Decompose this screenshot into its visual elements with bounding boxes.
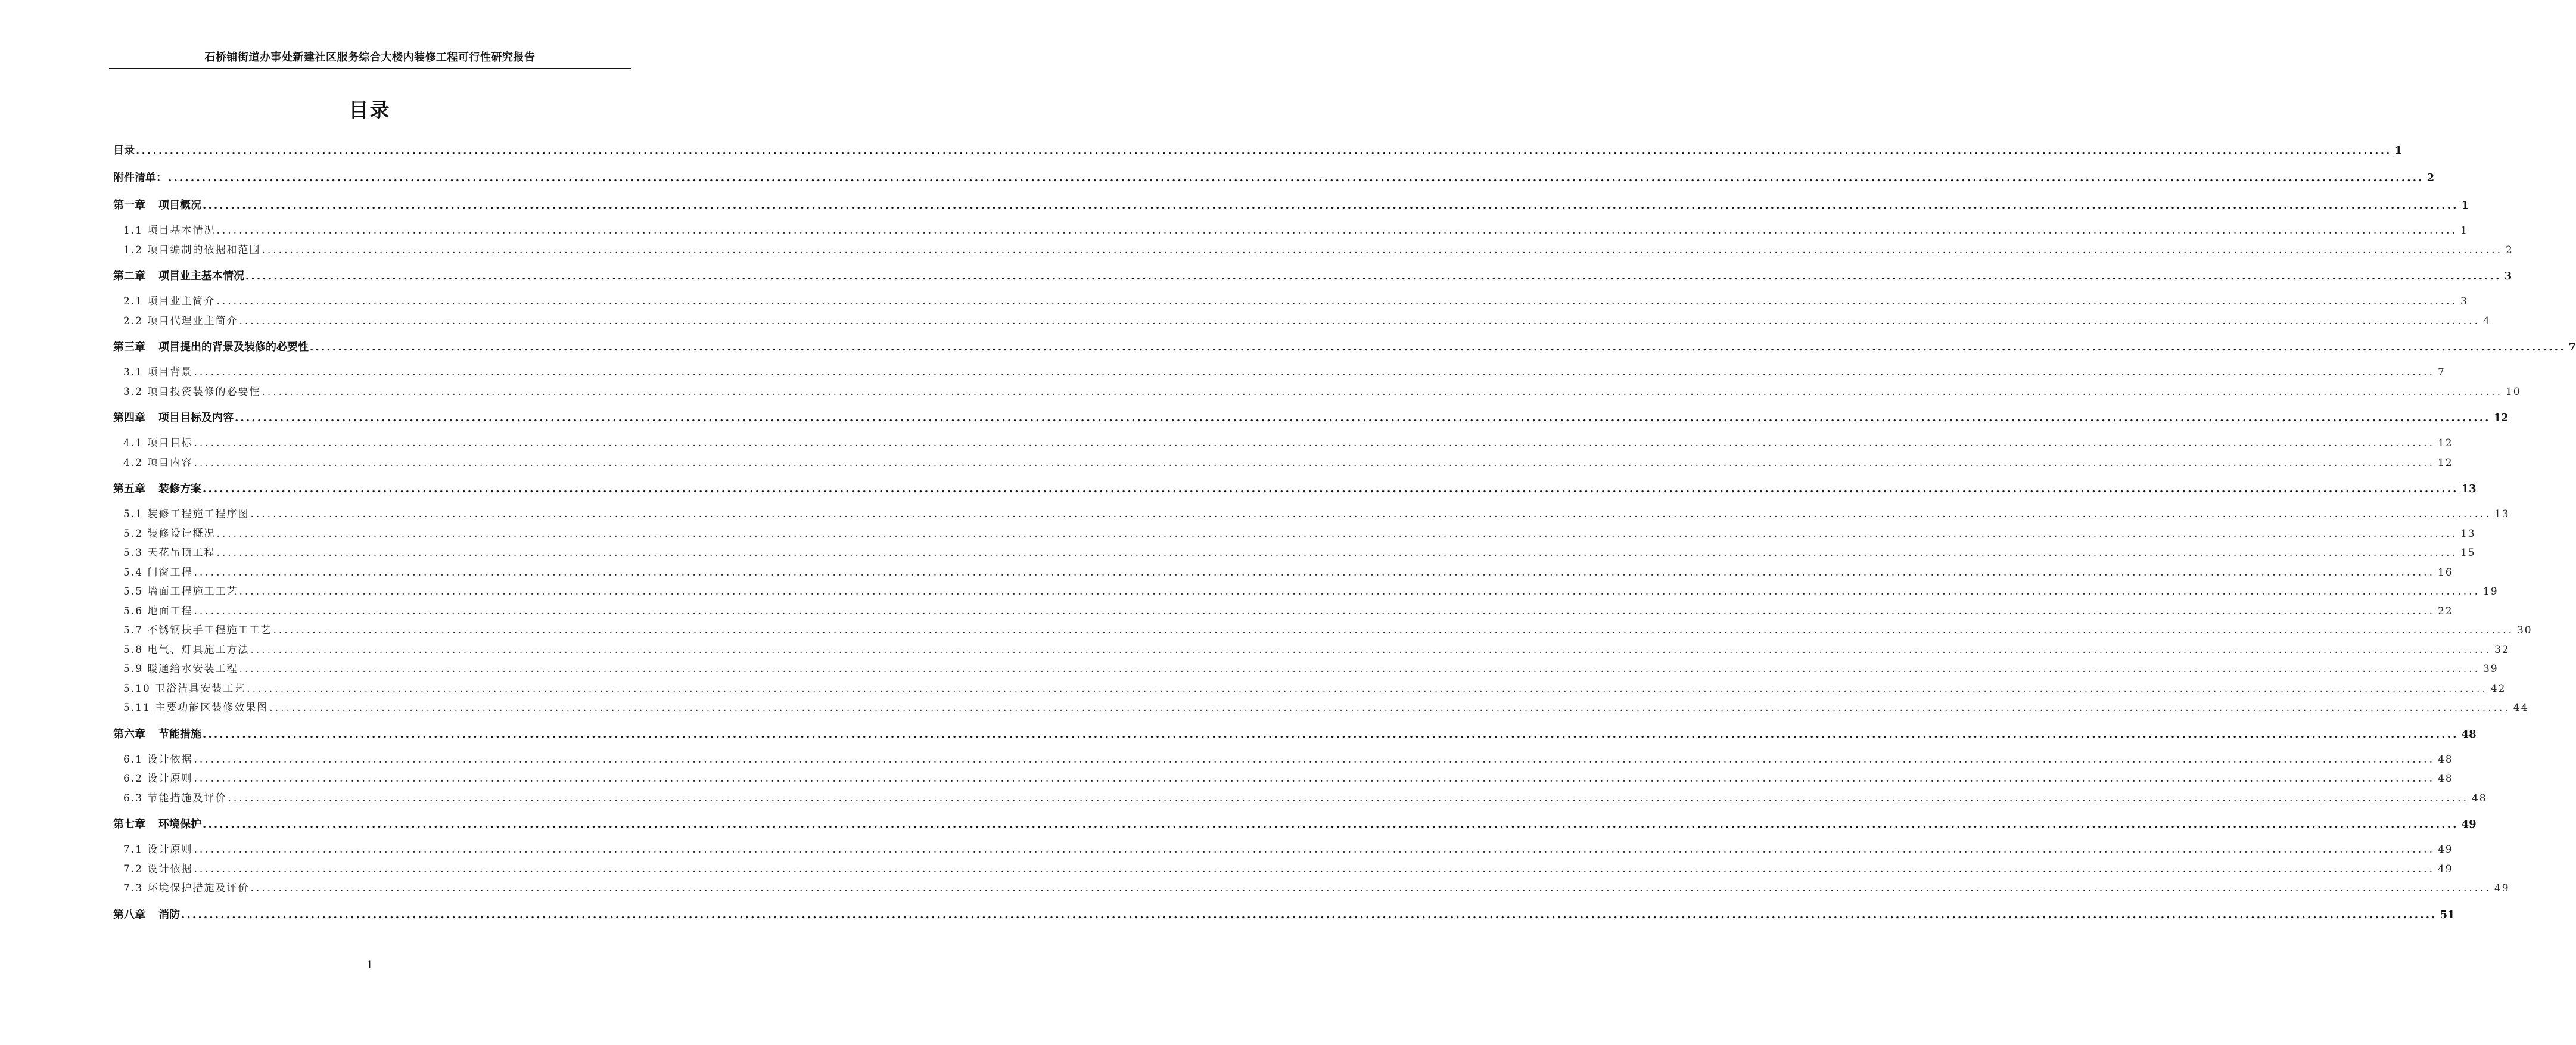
toc-page-number: 42 <box>2490 682 2506 695</box>
toc-entry-label: 7.3 环境保护措施及评价 <box>123 882 250 894</box>
dot-leader: ................................................................................................................................................................................................................................................................................................................................................................................................................ <box>203 818 2459 831</box>
toc-section-entry[interactable] <box>113 505 2510 524</box>
page-title: 目录 <box>349 98 391 122</box>
dot-leader: ................................................................................................................................................................................................................................................................................................................................................................................................................ <box>262 385 2503 398</box>
dot-leader: ................................................................................................................................................................................................................................................................................................................................................................................................................ <box>262 244 2503 256</box>
toc-section-entry[interactable] <box>113 382 2521 402</box>
toc-chapter-number: 第八章 <box>113 908 145 921</box>
toc-chapter-title: 项目业主基本情况 <box>158 270 244 282</box>
toc-page-number: 49 <box>2494 882 2510 894</box>
toc-entry-label: 7.2 设计依据 <box>123 863 193 875</box>
toc-entry-label <box>113 192 201 219</box>
toc-page-number: 1 <box>2461 199 2469 212</box>
toc-section-entry[interactable] <box>113 750 2453 770</box>
toc-section-entry[interactable] <box>113 879 2510 898</box>
dot-leader: ................................................................................................................................................................................................................................................................................................................................................................................................................ <box>250 643 2491 656</box>
dot-leader: ................................................................................................................................................................................................................................................................................................................................................................................................................ <box>269 702 2510 714</box>
toc-entry-label: 5.9 暖通给水安装工程 <box>123 663 238 675</box>
toc-chapter-number: 第七章 <box>113 818 145 831</box>
toc-entry-label: 目录 <box>113 144 135 157</box>
toc-section-entry[interactable] <box>113 453 2453 473</box>
toc-section-entry[interactable] <box>113 840 2453 860</box>
dot-leader: ................................................................................................................................................................................................................................................................................................................................................................................................................ <box>250 882 2491 894</box>
toc-page-number: 49 <box>2437 863 2453 875</box>
toc-page-number: 12 <box>2493 412 2509 424</box>
dot-leader: ................................................................................................................................................................................................................................................................................................................................................................................................................ <box>194 753 2435 766</box>
dot-leader: ................................................................................................................................................................................................................................................................................................................................................................................................................ <box>168 172 2424 184</box>
toc-entry-label: 3.2 项目投资装修的必要性 <box>123 385 261 398</box>
toc-entry-label: 6.2 设计原则 <box>123 773 193 785</box>
toc-section-entry[interactable] <box>113 679 2506 699</box>
toc-page-number: 3 <box>2460 296 2468 307</box>
dot-leader: ................................................................................................................................................................................................................................................................................................................................................................................................................ <box>245 270 2502 282</box>
toc-page-number: 44 <box>2513 702 2529 714</box>
toc-page-number: 13 <box>2494 508 2510 520</box>
toc-chapter-entry[interactable] <box>113 334 2576 361</box>
dot-leader: ................................................................................................................................................................................................................................................................................................................................................................................................................ <box>310 341 2566 353</box>
dot-leader: ................................................................................................................................................................................................................................................................................................................................................................................................................ <box>216 547 2457 559</box>
toc-page-number: 15 <box>2460 547 2476 559</box>
toc-chapter-title: 节能措施 <box>158 727 201 741</box>
dot-leader: ................................................................................................................................................................................................................................................................................................................................................................................................................ <box>250 508 2491 520</box>
toc-entry-label <box>113 263 244 290</box>
toc-page-number: 13 <box>2460 527 2476 540</box>
dot-leader: ................................................................................................................................................................................................................................................................................................................................................................................................................ <box>235 412 2491 424</box>
dot-leader: ................................................................................................................................................................................................................................................................................................................................................................................................................ <box>194 773 2435 785</box>
toc-page-number: 48 <box>2437 773 2453 785</box>
running-header: 石桥铺街道办事处新建社区服务综合大楼内装修工程可行性研究报告 <box>109 50 631 69</box>
toc-page-number: 3 <box>2504 270 2512 282</box>
toc-entry-label: 6.3 节能措施及评价 <box>123 792 227 804</box>
toc-section-entry[interactable] <box>113 860 2453 879</box>
dot-leader: ................................................................................................................................................................................................................................................................................................................................................................................................................ <box>239 586 2480 598</box>
toc-entry-label: 4.1 项目目标 <box>123 437 193 449</box>
dot-leader: ................................................................................................................................................................................................................................................................................................................................................................................................................ <box>273 624 2514 636</box>
toc-chapter-number: 第四章 <box>113 412 145 424</box>
dot-leader: ................................................................................................................................................................................................................................................................................................................................................................................................................ <box>203 199 2459 212</box>
toc-page-number: 49 <box>2461 818 2477 831</box>
toc-page-number: 10 <box>2505 385 2521 398</box>
toc-section-entry[interactable] <box>113 698 2529 718</box>
dot-leader: ................................................................................................................................................................................................................................................................................................................................................................................................................ <box>194 844 2435 856</box>
toc-page-number: 2 <box>2505 244 2513 256</box>
dot-leader: ................................................................................................................................................................................................................................................................................................................................................................................................................ <box>216 527 2457 540</box>
dot-leader: ................................................................................................................................................................................................................................................................................................................................................................................................................ <box>203 727 2459 741</box>
toc-chapter-entry[interactable] <box>113 192 2469 219</box>
toc-page-number: 51 <box>2440 908 2455 921</box>
dot-leader: ................................................................................................................................................................................................................................................................................................................................................................................................................ <box>216 296 2457 307</box>
toc-page-number: 16 <box>2437 566 2453 579</box>
toc-entry-label <box>113 811 201 838</box>
dot-leader: ................................................................................................................................................................................................................................................................................................................................................................................................................ <box>239 663 2480 675</box>
toc-entry-label: 5.2 装修设计概况 <box>123 527 216 540</box>
toc-page-number: 49 <box>2437 844 2453 856</box>
toc-chapter-entry[interactable] <box>113 137 2403 164</box>
toc-section-entry[interactable] <box>113 221 2468 241</box>
toc-chapter-title: 项目概况 <box>158 199 201 212</box>
toc-page-number: 39 <box>2482 663 2499 675</box>
toc-section-entry[interactable] <box>113 363 2446 382</box>
toc-entry-label <box>113 901 180 929</box>
toc-chapter-entry[interactable] <box>113 475 2477 503</box>
toc-page-number: 13 <box>2461 483 2477 495</box>
toc-page-number: 4 <box>2482 315 2491 327</box>
toc-page-number: 32 <box>2494 643 2510 656</box>
toc-page-number: 7 <box>2568 341 2576 353</box>
toc-page-number: 19 <box>2482 586 2499 598</box>
toc-chapter-title: 环境保护 <box>158 818 201 831</box>
toc-section-entry[interactable] <box>113 292 2468 312</box>
toc-entry-label: 5.1 装修工程施工程序图 <box>123 508 250 520</box>
toc-page-number: 48 <box>2461 727 2477 741</box>
toc-entry-label: 5.6 地面工程 <box>123 605 193 617</box>
toc-page-number: 48 <box>2471 792 2487 804</box>
dot-leader: ................................................................................................................................................................................................................................................................................................................................................................................................................ <box>216 225 2457 237</box>
toc-section-entry[interactable] <box>113 312 2491 331</box>
toc-chapter-number: 第二章 <box>113 270 145 282</box>
toc-entry-label: 5.5 墙面工程施工工艺 <box>123 586 238 598</box>
toc-section-entry[interactable] <box>113 563 2453 583</box>
toc-section-entry[interactable] <box>113 621 2533 640</box>
toc-entry-label <box>113 475 201 503</box>
toc-entry-label: 5.11 主要功能区装修效果图 <box>123 702 269 714</box>
toc-page-number: 12 <box>2437 456 2453 469</box>
toc-page-number: 1 <box>2460 225 2468 237</box>
toc-entry-label: 4.2 项目内容 <box>123 456 193 469</box>
toc-entry-label: 2.1 项目业主简介 <box>123 296 216 307</box>
toc-section-entry[interactable] <box>113 789 2487 808</box>
dot-leader: ................................................................................................................................................................................................................................................................................................................................................................................................................ <box>194 863 2435 875</box>
toc-entry-label: 附件清单： <box>113 172 167 184</box>
toc-chapter-entry[interactable] <box>113 811 2477 838</box>
dot-leader: ................................................................................................................................................................................................................................................................................................................................................................................................................ <box>203 483 2459 495</box>
toc-entry-label: 5.3 天花吊顶工程 <box>123 547 216 559</box>
toc-chapter-title: 消防 <box>158 908 180 921</box>
toc-section-entry[interactable] <box>113 769 2453 789</box>
toc-chapter-entry[interactable] <box>113 263 2512 290</box>
dot-leader: ................................................................................................................................................................................................................................................................................................................................................................................................................ <box>194 456 2435 469</box>
toc-section-entry[interactable] <box>113 524 2476 544</box>
toc-section-entry[interactable] <box>113 241 2513 260</box>
toc-page-number: 12 <box>2437 437 2453 449</box>
dot-leader: ................................................................................................................................................................................................................................................................................................................................................................................................................ <box>194 566 2435 579</box>
dot-leader: ................................................................................................................................................................................................................................................................................................................................................................................................................ <box>194 366 2435 378</box>
toc-entry-label: 5.8 电气、灯具施工方法 <box>123 643 250 656</box>
toc-entry-label <box>113 334 309 361</box>
toc-section-entry[interactable] <box>113 640 2510 660</box>
toc-section-entry[interactable] <box>113 543 2476 563</box>
toc-section-entry[interactable] <box>113 582 2499 602</box>
toc-page-number: 48 <box>2437 753 2453 766</box>
dot-leader: ................................................................................................................................................................................................................................................................................................................................................................................................................ <box>194 437 2435 449</box>
toc-chapter-number: 第一章 <box>113 199 145 212</box>
dot-leader: ................................................................................................................................................................................................................................................................................................................................................................................................................ <box>247 682 2488 695</box>
toc-entry-label: 3.1 项目背景 <box>123 366 193 378</box>
toc-chapter-entry[interactable] <box>113 164 2435 192</box>
toc-page-number: 22 <box>2437 605 2453 617</box>
toc-chapter-entry[interactable] <box>113 405 2509 432</box>
toc-entry-label: 5.4 门窗工程 <box>123 566 193 579</box>
toc-page-number: 2 <box>2426 172 2435 184</box>
toc-chapter-entry[interactable] <box>113 901 2455 929</box>
toc-entry-label: 5.7 不锈钢扶手工程施工工艺 <box>123 624 272 636</box>
toc-chapter-number: 第三章 <box>113 341 145 353</box>
toc-chapter-entry[interactable] <box>113 721 2477 748</box>
toc-page-number: 7 <box>2437 366 2446 378</box>
dot-leader: ................................................................................................................................................................................................................................................................................................................................................................................................................ <box>194 605 2435 617</box>
page-number: 1 <box>366 959 373 971</box>
dot-leader: ................................................................................................................................................................................................................................................................................................................................................................................................................ <box>228 792 2469 804</box>
toc-chapter-title: 项目目标及内容 <box>158 412 234 424</box>
toc-entry-label: 1.2 项目编制的依据和范围 <box>123 244 261 256</box>
table-of-contents <box>113 137 2576 929</box>
toc-chapter-title: 项目提出的背景及装修的必要性 <box>158 341 309 353</box>
toc-chapter-number: 第五章 <box>113 483 145 495</box>
toc-entry-label: 5.10 卫浴洁具安装工艺 <box>123 682 246 695</box>
toc-page-number: 30 <box>2516 624 2533 636</box>
toc-section-entry[interactable] <box>113 602 2453 621</box>
toc-entry-label <box>113 405 234 432</box>
dot-leader: ................................................................................................................................................................................................................................................................................................................................................................................................................ <box>239 315 2480 327</box>
toc-page-number: 1 <box>2394 144 2403 157</box>
toc-chapter-title: 装修方案 <box>158 483 201 495</box>
dot-leader: ................................................................................................................................................................................................................................................................................................................................................................................................................ <box>136 144 2392 157</box>
toc-entry-label: 7.1 设计原则 <box>123 844 193 856</box>
toc-entry-label: 6.1 设计依据 <box>123 753 193 766</box>
toc-entry-label: 1.1 项目基本情况 <box>123 225 216 237</box>
dot-leader: ................................................................................................................................................................................................................................................................................................................................................................................................................ <box>181 908 2437 921</box>
toc-entry-label: 2.2 项目代理业主简介 <box>123 315 238 327</box>
toc-section-entry[interactable] <box>113 660 2499 679</box>
toc-entry-label <box>113 721 201 748</box>
toc-section-entry[interactable] <box>113 434 2453 453</box>
toc-chapter-number: 第六章 <box>113 727 145 741</box>
